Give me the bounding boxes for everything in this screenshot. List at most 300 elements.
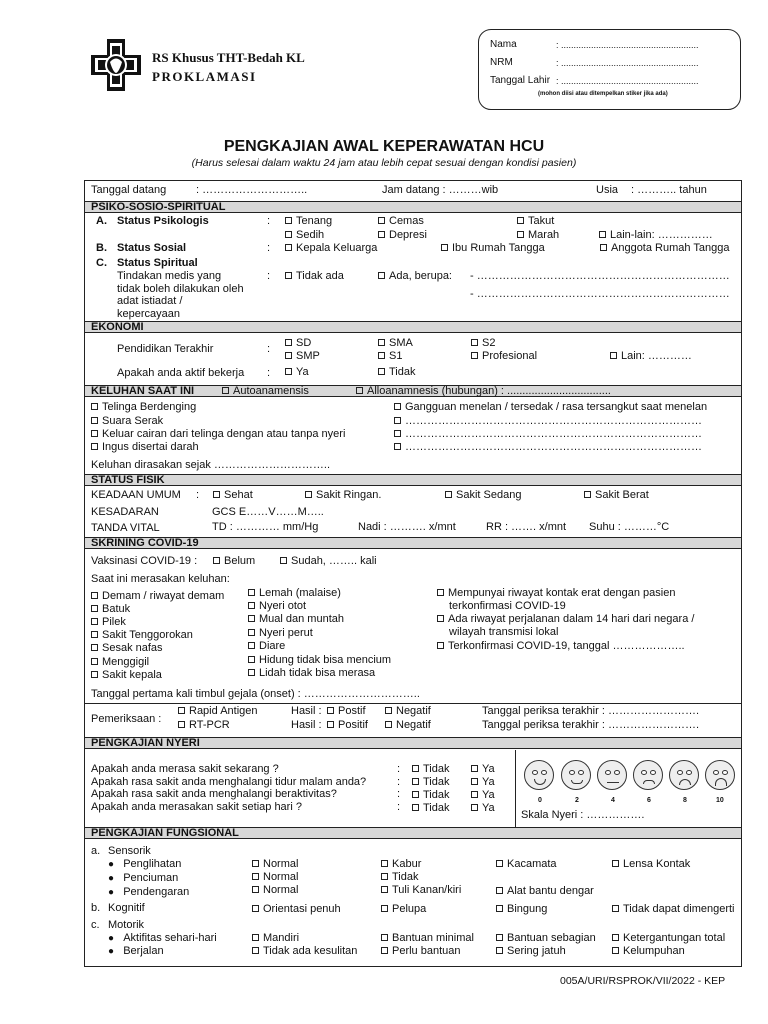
option-anggota-rumah-tangga[interactable] — [600, 242, 729, 254]
tanggal-periksa-field[interactable]: Tanggal periksa terakhir : ……………………. — [482, 705, 700, 717]
option-label: ……………………………………………………………………… — [405, 428, 702, 440]
option-tidak[interactable] — [412, 763, 450, 775]
checkbox[interactable] — [471, 339, 478, 346]
checkbox[interactable] — [381, 886, 388, 893]
option-label: Ya — [482, 789, 495, 801]
covid-symptom[interactable] — [248, 587, 341, 599]
checkbox[interactable] — [600, 244, 607, 251]
option-label: ……………………………………………………………………… — [405, 415, 702, 427]
option-sakit-ringan[interactable] — [305, 489, 381, 501]
kesadaran-label: KESADARAN — [91, 506, 159, 518]
option-label: Kabur — [392, 858, 422, 870]
tanda-vital-label: TANDA VITAL — [91, 522, 160, 534]
option-label: S2 — [482, 337, 496, 349]
option-bantuan-minimal[interactable] — [381, 932, 474, 944]
keluhan-item[interactable] — [91, 441, 199, 453]
option-label: Sudah, …….. kali — [291, 555, 377, 567]
hospital-brand: PROKLAMASI — [152, 69, 257, 84]
rr-field[interactable]: RR : ……. x/mnt — [486, 521, 567, 533]
colon: : — [397, 776, 401, 788]
colon: : — [397, 763, 401, 775]
keluhan-item[interactable] — [394, 401, 707, 413]
option-postif[interactable] — [327, 705, 366, 717]
checkbox[interactable] — [496, 905, 503, 912]
covid-symptom[interactable] — [248, 654, 391, 666]
checkbox[interactable] — [252, 905, 259, 912]
checkbox[interactable] — [471, 791, 478, 798]
option-label: Negatif — [396, 705, 431, 717]
spiritual-detail-field[interactable]: - …………………………………………………………… — [470, 288, 730, 300]
option-label: Diare — [259, 640, 286, 652]
option-tidak[interactable] — [381, 871, 419, 883]
checkbox[interactable] — [394, 417, 401, 424]
option-label: Negatif — [396, 719, 431, 731]
option-ya[interactable] — [471, 763, 495, 775]
scale-label: 2 — [575, 797, 579, 804]
checkbox[interactable] — [252, 947, 259, 954]
option-positif[interactable] — [327, 719, 368, 731]
colon: : — [267, 270, 271, 282]
checkbox[interactable] — [178, 721, 185, 728]
checkbox[interactable] — [496, 934, 503, 941]
checkbox[interactable] — [412, 778, 419, 785]
option-ya[interactable] — [471, 789, 495, 801]
keluhan-item[interactable] — [91, 428, 345, 440]
option-orientasi-penuh[interactable] — [252, 903, 341, 915]
option-s1[interactable] — [378, 350, 402, 362]
checkbox[interactable] — [280, 557, 287, 564]
option-label: Nyeri perut — [259, 627, 313, 639]
checkbox[interactable] — [285, 339, 292, 346]
option-label: Sesak nafas — [102, 642, 163, 654]
option-label: Perlu bantuan — [392, 945, 461, 957]
option-sma[interactable] — [378, 337, 413, 349]
option-kabur[interactable] — [381, 858, 421, 870]
item-label: Pendengaran — [123, 886, 190, 898]
pendidikan-label: Pendidikan Terakhir — [117, 343, 214, 355]
usia-field[interactable]: : ……….. tahun — [631, 184, 707, 196]
checkbox[interactable] — [471, 804, 478, 811]
skala-nyeri-field[interactable]: Skala Nyeri : ……………. — [521, 809, 645, 821]
checkbox[interactable] — [285, 244, 292, 251]
checkbox[interactable] — [91, 443, 98, 450]
checkbox[interactable] — [412, 804, 419, 811]
option-s2[interactable] — [471, 337, 495, 349]
covid-symptom[interactable] — [248, 613, 344, 625]
option-tidak-ada-kesulitan[interactable] — [252, 945, 357, 957]
checkbox[interactable] — [91, 430, 98, 437]
option-marah[interactable] — [517, 229, 559, 241]
checkbox[interactable] — [378, 272, 385, 279]
option-depresi[interactable] — [378, 229, 427, 241]
option-label: Sakit Berat — [595, 489, 649, 501]
option-tidak[interactable] — [378, 366, 416, 378]
pain-face-2-icon[interactable] — [561, 760, 591, 790]
scale-label: 10 — [716, 797, 724, 804]
option-lain[interactable] — [610, 350, 692, 362]
checkbox[interactable] — [213, 491, 220, 498]
option-belum[interactable] — [213, 555, 255, 567]
sensorik-label: Sensorik — [108, 845, 151, 857]
option-tidak-dapat-dimengerti[interactable] — [612, 903, 735, 915]
hasil-label: Hasil : — [291, 705, 322, 717]
spiritual-detail-field[interactable]: - …………………………………………………………… — [470, 270, 730, 282]
covid-symptom[interactable] — [91, 669, 162, 681]
covid-symptom[interactable] — [248, 667, 375, 679]
checkbox[interactable] — [91, 658, 98, 665]
checkbox[interactable] — [496, 860, 503, 867]
option-pelupa[interactable] — [381, 903, 426, 915]
kesadaran-field[interactable]: GCS E……V……M….. — [212, 506, 324, 518]
checkbox[interactable] — [471, 352, 478, 359]
td-field[interactable]: TD : ………… mm/Hg — [212, 521, 319, 533]
onset-field[interactable]: Tanggal pertama kali timbul gejala (onset) : ………………………….. — [91, 688, 420, 700]
covid-symptom[interactable] — [248, 627, 313, 639]
option-label: Profesional — [482, 350, 538, 362]
covid-symptom[interactable] — [91, 616, 126, 628]
tanggal-periksa-field[interactable]: Tanggal periksa terakhir : ……………………. — [482, 719, 700, 731]
checkbox[interactable] — [285, 352, 292, 359]
option-label: Terkonfirmasi COVID-19, tanggal ……………….. — [448, 640, 685, 652]
motorik-item: ● Berjalan — [108, 945, 164, 957]
checkbox[interactable] — [437, 642, 444, 649]
option-tidak-ada[interactable] — [285, 270, 344, 282]
covid-symptom[interactable] — [91, 629, 193, 641]
option-label: Tidak ada kesulitan — [263, 945, 358, 957]
kognitif-label: Kognitif — [108, 902, 145, 914]
checkbox[interactable] — [356, 387, 363, 394]
option-perlu-bantuan[interactable] — [381, 945, 461, 957]
checkbox[interactable] — [394, 443, 401, 450]
section-title: PSIKO-SOSIO-SPIRITUAL — [91, 201, 226, 213]
covid-symptom[interactable] — [248, 640, 285, 652]
option-label: Kacamata — [507, 858, 557, 870]
checkbox[interactable] — [412, 765, 419, 772]
option-tuli[interactable] — [381, 884, 461, 896]
option-label: Lemah (malaise) — [259, 587, 341, 599]
covid-risk-perjalanan[interactable] — [437, 613, 694, 625]
option-normal[interactable] — [252, 858, 298, 870]
option-bingung[interactable] — [496, 903, 547, 915]
status-sosial-label: Status Sosial — [117, 242, 187, 254]
sticker-note: (mohon diisi atau ditempelkan stiker jika ada) — [538, 91, 668, 97]
checkbox[interactable] — [610, 352, 617, 359]
option-label: Ya — [482, 802, 495, 814]
checkbox[interactable] — [91, 631, 98, 638]
checkbox[interactable] — [381, 860, 388, 867]
keluhan-item[interactable] — [394, 428, 702, 440]
checkbox[interactable] — [285, 217, 292, 224]
option-sd[interactable] — [285, 337, 311, 349]
option-negatif[interactable] — [385, 719, 431, 731]
hospital-name: RS Khusus THT-Bedah KL — [152, 50, 305, 65]
option-label: Kepala Keluarga — [296, 242, 378, 254]
option-sering-jatuh[interactable] — [496, 945, 566, 957]
colon: : — [397, 801, 401, 813]
colon: : — [267, 343, 271, 355]
checkbox[interactable] — [378, 368, 385, 375]
checkbox[interactable] — [222, 387, 229, 394]
option-label: Alloanamnesis (hubungan) : .................................. — [367, 385, 611, 397]
checkbox[interactable] — [327, 707, 334, 714]
checkbox[interactable] — [441, 244, 448, 251]
option-mandiri[interactable] — [252, 932, 299, 944]
checkbox[interactable] — [612, 905, 619, 912]
covid-symptom[interactable] — [248, 600, 306, 612]
checkbox[interactable] — [612, 860, 619, 867]
option-label: Ketergantungan total — [623, 932, 726, 944]
checkbox[interactable] — [394, 403, 401, 410]
option-normal[interactable] — [252, 871, 298, 883]
option-label: Mempunyai riwayat kontak erat dengan pasien — [448, 587, 676, 599]
checkbox[interactable] — [496, 887, 503, 894]
keluhan-item[interactable] — [91, 401, 196, 413]
covid-symptom[interactable] — [91, 590, 224, 602]
checkbox[interactable] — [378, 352, 385, 359]
checkbox[interactable] — [612, 934, 619, 941]
option-kelumpuhan[interactable] — [612, 945, 685, 957]
checkbox[interactable] — [178, 707, 185, 714]
pain-face-8-icon[interactable] — [669, 760, 699, 790]
checkbox[interactable] — [599, 231, 606, 238]
scale-label: 6 — [647, 797, 651, 804]
section-title: SKRINING COVID-19 — [91, 537, 199, 549]
divider — [515, 750, 516, 827]
motorik-item: ● Aktifitas sehari-hari — [108, 932, 217, 944]
option-alloanamnesis[interactable] — [356, 385, 611, 397]
option-label: Tenang — [296, 215, 333, 227]
checkbox[interactable] — [285, 231, 292, 238]
sensorik-item: ● Penglihatan — [108, 858, 182, 870]
option-label: Kelumpuhan — [623, 945, 685, 957]
option-rapid-antigen[interactable] — [178, 705, 258, 717]
option-label: Tidak — [423, 776, 450, 788]
checkbox[interactable] — [381, 905, 388, 912]
keluhan-covid-label: Saat ini merasakan keluhan: — [91, 573, 230, 585]
divider — [85, 703, 741, 704]
checkbox[interactable] — [517, 231, 524, 238]
hospital-logo — [90, 38, 142, 92]
option-ya[interactable] — [471, 802, 495, 814]
option-autoanamnesis[interactable] — [222, 385, 309, 397]
checkbox[interactable] — [445, 491, 452, 498]
checkbox[interactable] — [213, 557, 220, 564]
pain-face-0-icon[interactable] — [524, 760, 554, 790]
pain-face-4-icon[interactable] — [597, 760, 627, 790]
option-label: Lain: ………… — [621, 350, 692, 362]
checkbox[interactable] — [381, 873, 388, 880]
option-sakit-berat[interactable] — [584, 489, 649, 501]
option-sakit-sedang[interactable] — [445, 489, 521, 501]
checkbox[interactable] — [612, 947, 619, 954]
option-ya[interactable] — [471, 776, 495, 788]
checkbox[interactable] — [471, 778, 478, 785]
option-label: Positif — [338, 719, 368, 731]
checkbox[interactable] — [285, 272, 292, 279]
checkbox[interactable] — [378, 217, 385, 224]
option-label: Pelupa — [392, 903, 427, 915]
option-kepala-keluarga[interactable] — [285, 242, 377, 254]
option-label: Orientasi penuh — [263, 903, 341, 915]
checkbox[interactable] — [437, 615, 444, 622]
option-label: Ya — [482, 776, 495, 788]
keluhan-item[interactable] — [394, 441, 702, 453]
option-label: Lain-lain: …………… — [610, 229, 713, 241]
option-bantuan-sebagian[interactable] — [496, 932, 596, 944]
item-letter: a. — [91, 845, 101, 857]
keluhan-item[interactable] — [394, 415, 702, 427]
tanggal-lahir-field[interactable]: : ....................................................... — [556, 76, 699, 86]
section-title: EKONOMI — [91, 321, 144, 333]
checkbox[interactable] — [248, 589, 255, 596]
checkbox[interactable] — [378, 339, 385, 346]
status-psikologis-label: Status Psikologis — [117, 215, 209, 227]
checkbox[interactable] — [584, 491, 591, 498]
option-label-cont: wilayah transmisi lokal — [449, 626, 559, 638]
checkbox[interactable] — [91, 671, 98, 678]
option-rt-pcr[interactable] — [178, 719, 230, 731]
option-smp[interactable] — [285, 350, 320, 362]
option-sudah[interactable] — [280, 555, 377, 567]
pain-face-6-icon[interactable] — [633, 760, 663, 790]
checkbox[interactable] — [91, 592, 98, 599]
option-label: Tidak — [423, 763, 450, 775]
option-label: Bingung — [507, 903, 548, 915]
checkbox[interactable] — [252, 934, 259, 941]
option-label: Batuk — [102, 603, 131, 615]
checkbox[interactable] — [378, 231, 385, 238]
option-tidak[interactable] — [412, 789, 450, 801]
section-header-ekonomi — [85, 321, 741, 333]
option-ya[interactable] — [285, 366, 309, 378]
checkbox[interactable] — [252, 860, 259, 867]
option-lain-lain[interactable] — [599, 229, 713, 241]
section-header-fungsional — [85, 827, 741, 839]
item-label: Aktifitas sehari-hari — [123, 932, 217, 944]
checkbox[interactable] — [248, 615, 255, 622]
vaksinasi-label: Vaksinasi COVID-19 : — [91, 555, 198, 567]
option-tidak[interactable] — [412, 776, 450, 788]
checkbox[interactable] — [91, 644, 98, 651]
checkbox[interactable] — [91, 605, 98, 612]
option-label: Marah — [528, 229, 560, 241]
option-sehat[interactable] — [213, 489, 253, 501]
spiritual-desc: tidak boleh dilakukan oleh — [117, 283, 244, 295]
option-ketergantungan-total[interactable] — [612, 932, 725, 944]
option-label: Ingus disertai darah — [102, 441, 199, 453]
option-label: Normal — [263, 871, 299, 883]
checkbox[interactable] — [394, 430, 401, 437]
option-takut[interactable] — [517, 215, 554, 227]
option-tenang[interactable] — [285, 215, 332, 227]
item-letter: A. — [96, 215, 107, 227]
option-label: RT-PCR — [189, 719, 230, 731]
checkbox[interactable] — [412, 791, 419, 798]
usia-label: Usia — [596, 184, 619, 196]
checkbox[interactable] — [305, 491, 312, 498]
checkbox[interactable] — [248, 669, 255, 676]
status-spiritual-label: Status Spiritual — [117, 257, 198, 269]
nrm-field[interactable]: : ....................................................... — [556, 58, 699, 68]
option-negatif[interactable] — [385, 705, 431, 717]
checkbox[interactable] — [248, 642, 255, 649]
covid-risk-kontak[interactable] — [437, 587, 675, 599]
checkbox[interactable] — [385, 707, 392, 714]
keluhan-item[interactable] — [91, 415, 163, 427]
checkbox[interactable] — [248, 629, 255, 636]
checkbox[interactable] — [91, 403, 98, 410]
option-ada-berupa[interactable] — [378, 270, 452, 282]
option-label: Normal — [263, 884, 299, 896]
option-lensa-kontak[interactable] — [612, 858, 690, 870]
option-ibu-rumah-tangga[interactable] — [441, 242, 545, 254]
checkbox[interactable] — [248, 656, 255, 663]
tanggal-datang-field[interactable]: : ……………………….. — [196, 184, 308, 196]
nama-field[interactable]: : ....................................................... — [556, 40, 699, 50]
jam-datang-field[interactable]: Jam datang : ………wib — [382, 184, 499, 196]
colon: : — [397, 788, 401, 800]
covid-symptom[interactable] — [91, 656, 149, 668]
covid-risk-terkonfirmasi[interactable] — [437, 640, 685, 652]
option-label: Sakit Ringan. — [316, 489, 382, 501]
option-cemas[interactable] — [378, 215, 424, 227]
option-kacamata[interactable] — [496, 858, 557, 870]
scale-label: 4 — [611, 797, 615, 804]
option-profesional[interactable] — [471, 350, 537, 362]
checkbox[interactable] — [91, 417, 98, 424]
checkbox[interactable] — [385, 721, 392, 728]
nyeri-question: Apakah rasa sakit anda menghalangi beraktivitas? — [91, 788, 337, 800]
option-label: Ada, berupa: — [389, 270, 452, 282]
checkbox[interactable] — [471, 765, 478, 772]
option-label: Demam / riwayat demam — [102, 590, 225, 602]
checkbox[interactable] — [327, 721, 334, 728]
section-title: PENGKAJIAN NYERI — [91, 737, 200, 749]
checkbox[interactable] — [381, 947, 388, 954]
checkbox[interactable] — [252, 873, 259, 880]
option-label: Ibu Rumah Tangga — [452, 242, 545, 254]
keluhan-sejak-field[interactable]: Keluhan dirasakan sejak ………………………….. — [91, 459, 331, 471]
option-label: Belum — [224, 555, 256, 567]
checkbox[interactable] — [91, 618, 98, 625]
pain-face-10-icon[interactable] — [705, 760, 735, 790]
suhu-field[interactable]: Suhu : ………°C — [589, 521, 670, 533]
option-label: Lidah tidak bisa merasa — [259, 667, 376, 679]
option-tidak[interactable] — [412, 802, 450, 814]
checkbox[interactable] — [252, 886, 259, 893]
option-label: Tuli Kanan/kiri — [392, 884, 462, 896]
option-normal[interactable] — [252, 884, 298, 896]
spiritual-desc: kepercayaan — [117, 308, 180, 320]
item-label: Penglihatan — [123, 858, 182, 870]
spiritual-desc: adat istiadat / — [117, 295, 183, 307]
option-label: Sakit kepala — [102, 669, 162, 681]
checkbox[interactable] — [517, 217, 524, 224]
covid-symptom[interactable] — [91, 603, 130, 615]
checkbox[interactable] — [437, 589, 444, 596]
option-label: Sakit Tenggorokan — [102, 629, 193, 641]
checkbox[interactable] — [285, 368, 292, 375]
nadi-field[interactable]: Nadi : ………. x/mnt — [358, 521, 456, 533]
checkbox[interactable] — [496, 947, 503, 954]
covid-symptom[interactable] — [91, 642, 163, 654]
option-sedih[interactable] — [285, 229, 324, 241]
nrm-label: NRM — [490, 57, 513, 68]
checkbox[interactable] — [248, 602, 255, 609]
checkbox[interactable] — [381, 934, 388, 941]
colon: : — [267, 367, 271, 379]
option-alat-bantu-dengar[interactable] — [496, 885, 594, 897]
